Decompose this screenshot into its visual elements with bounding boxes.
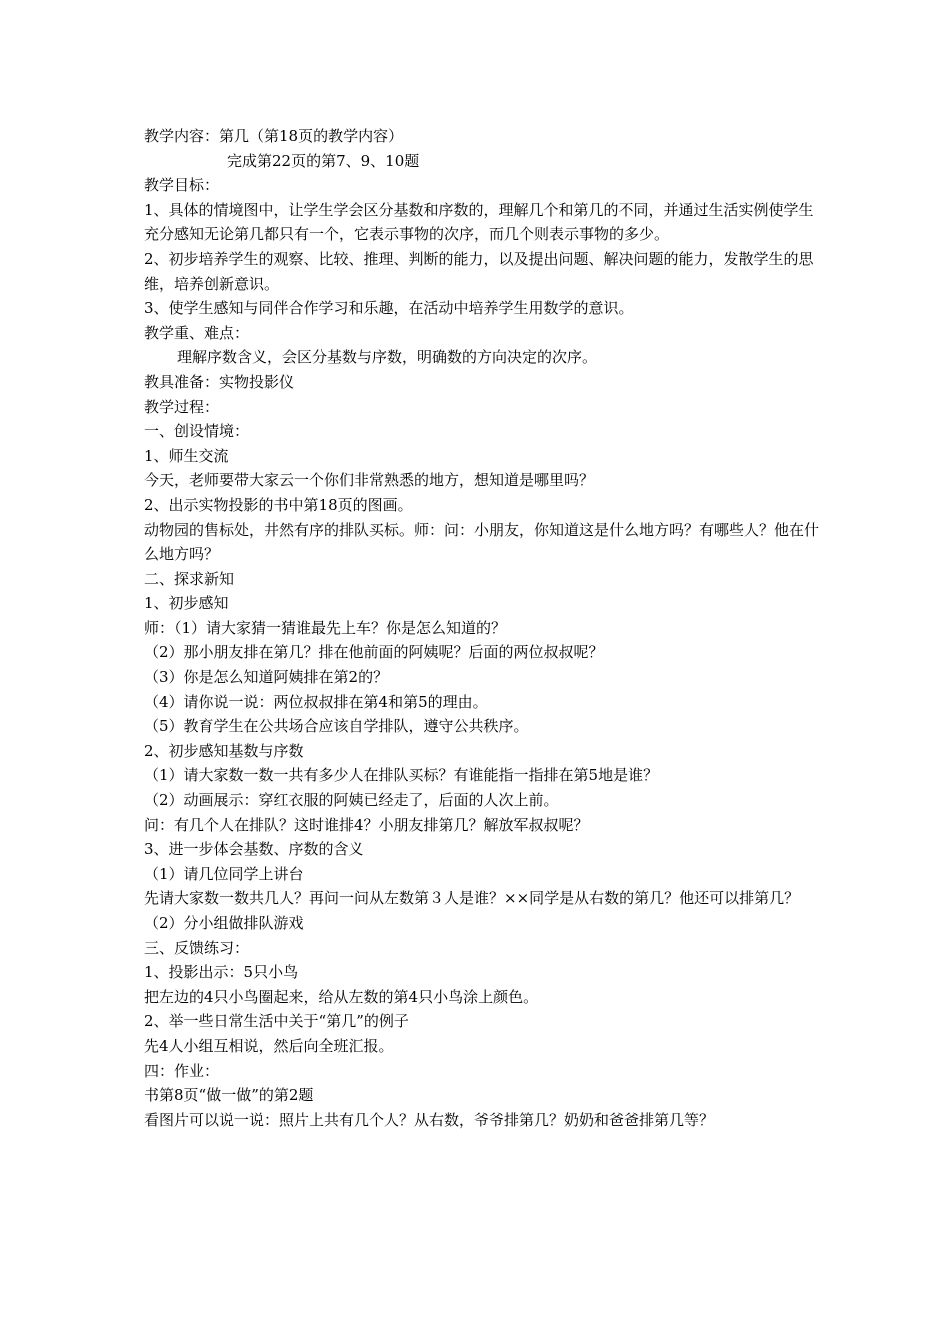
step-1-1: 1、师生交流: [144, 446, 229, 465]
step-2-1: 1、初步感知: [144, 594, 229, 613]
homework-line: 书第8页“做一做”的第2题: [144, 1086, 314, 1105]
section-2-heading: 二、探求新知: [144, 569, 235, 588]
step-2-3: 3、进一步体会基数、序数的含义: [144, 840, 364, 859]
section-4-heading: 四：作业：: [144, 1061, 220, 1080]
step-2-2: 2、初步感知基数与序数: [144, 741, 304, 760]
key-points-text: 理解序数含义，会区分基数与序数，明确数的方向决定的次序。: [177, 348, 598, 367]
question-line: （2）分小组做排队游戏: [144, 914, 304, 932]
objectives-heading: 教学目标：: [144, 176, 220, 195]
question-line: （1）请大家数一数一共有多少人在排队买标？有谁能指一指排在第5地是谁？: [144, 766, 659, 785]
process-heading: 教学过程：: [144, 397, 220, 416]
section-3-heading: 三、反馈练习：: [144, 938, 250, 957]
content-subtitle: 完成第22页的第7、9、10题: [227, 151, 420, 170]
step-1-2: 2、出示实物投影的书中第18页的图画。: [144, 495, 413, 514]
teaching-aids: 教具准备：实物投影仪: [144, 372, 295, 391]
homework-line: 看图片可以说一说：照片上共有几个人？从右数，爷爷排第几？奶奶和爸爸排第几等？: [144, 1110, 715, 1129]
question-line: （4）请你说一说：两位叔叔排在第4和第5的理由。: [144, 692, 488, 711]
paragraph-line: 动物园的售标处，井然有序的排队买标。师：问：小朋友，你知道这是什么地方吗？有哪些人？他在什么地方吗？: [144, 520, 820, 564]
question-line: （5）教育学生在公共场合应该自学排队，遵守公共秩序。: [144, 717, 529, 736]
question-line: 师：（1）请大家猜一猜谁最先上车？你是怎么知道的？: [144, 618, 507, 637]
paragraph-line: 把左边的4只小鸟圈起来，给从左数的第4只小鸟涂上颜色。: [144, 987, 539, 1006]
objective-3: 3、使学生感知与同伴合作学习和乐趣，在活动中培养学生用数学的意识。: [144, 299, 634, 318]
objective-1: 1、具体的情境图中，让学生学会区分基数和序数的，理解几个和第几的不同，并通过生活实例使学生充分感知无论第几都只有一个，它表示事物的次序，而几个则表示事物的多少。: [144, 200, 814, 244]
question-line: （1）请几位同学上讲台: [144, 864, 304, 883]
objective-2: 2、初步培养学生的观察、比较、推理、判断的能力，以及提出问题、解决问题的能力，发散学生的思维，培养创新意识。: [144, 249, 814, 293]
question-line: （2）动画展示：穿红衣服的阿姨已经走了，后面的人次上前。: [144, 791, 559, 810]
content-title: 教学内容：第几（第18页的教学内容）: [144, 127, 404, 145]
question-line: （3）你是怎么知道阿姨排在第2的？: [144, 668, 389, 687]
paragraph-line: 今天，老师要带大家云一个你们非常熟悉的地方，想知道是哪里吗？: [144, 471, 595, 490]
paragraph-line: 先请大家数一数共几人？再问一问从左数第３人是谁？××同学是从右数的第几？他还可以排第几？: [144, 889, 800, 908]
paragraph-line: 先4人小组互相说，然后向全班汇报。: [144, 1036, 394, 1055]
lesson-plan-body: [144, 124, 824, 1132]
question-line: 问：有几个人在排队？这时谁排4？小朋友排第几？解放军叔叔呢？: [144, 815, 589, 834]
key-points-heading: 教学重、难点：: [144, 323, 250, 342]
step-3-1: 1、投影出示：5只小鸟: [144, 963, 299, 982]
section-1-heading: 一、创设情境：: [144, 422, 250, 441]
question-line: （2）那小朋友排在第几？排在他前面的阿姨呢？后面的两位叔叔呢？: [144, 643, 604, 662]
step-3-2: 2、举一些日常生活中关于“第几”的例子: [144, 1012, 409, 1031]
